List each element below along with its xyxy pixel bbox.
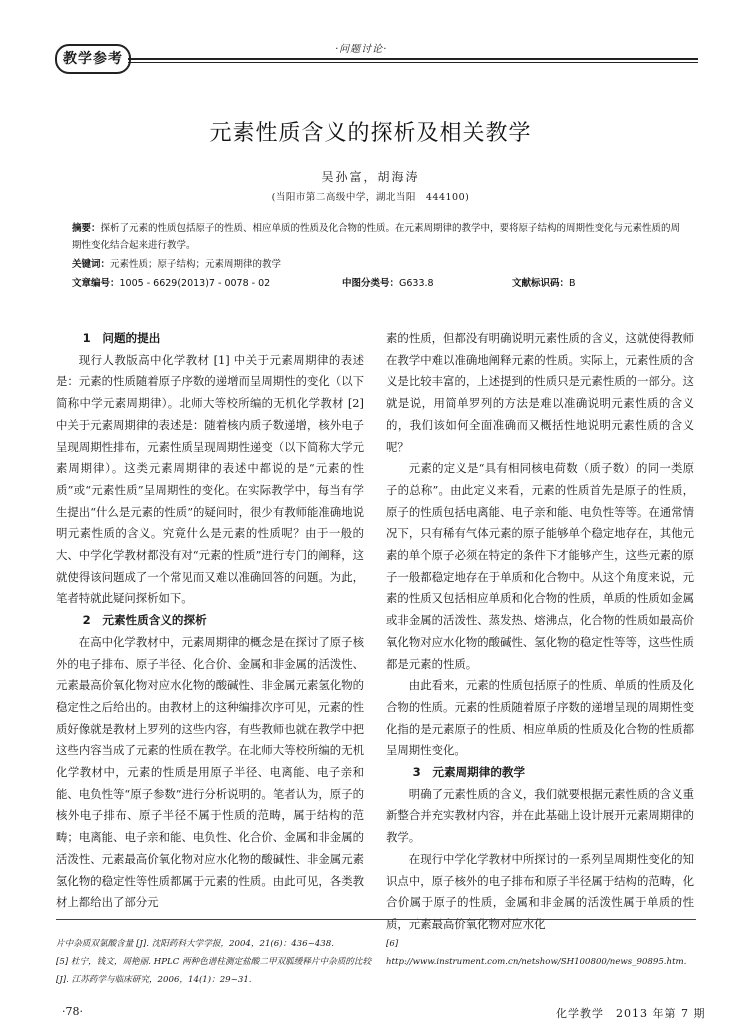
keywords xyxy=(72,256,688,273)
reference-item: [5] 杜宁，钱文，周艳丽. HPLC 两种色谱柱测定盐酸二甲双胍缓释片中杂质的比较 [J]. 江苏药学与临床研究，2006，14(1)：29~31. xyxy=(56,957,372,985)
references-rule xyxy=(56,919,696,920)
abstract-text: 探析了元素的性质包括原子的性质、相应单质的性质及化合物的性质。在元素周期律的教学中，要将原子结构的周期性变化与元素性质的周期性变化结合起来进行教学。 xyxy=(72,223,681,251)
header-rule-thin xyxy=(128,62,698,63)
reference-item: 片中杂质双氯酸含量 [J]. 沈阳药科大学学报，2004，21(6)：436~438. xyxy=(56,939,334,949)
doc-code: B xyxy=(569,278,576,289)
article-codes xyxy=(72,275,688,292)
paragraph: 在现行中学化学教材中所探讨的一系列呈周期性变化的知识点中，原子核外的电子排布和原子半径属于结构的范畴，化合价属于原子的性质，金属和非金属的活泼性属于单质的性质，元素最高价氧化物对应水化 xyxy=(386,851,694,931)
references-left xyxy=(56,935,372,989)
paragraph: 由此看来，元素的性质包括原子的性质、单质的性质及化合物的性质。元素的性质随着原子序数的递增呈现的周期性变化指的是元素原子的性质、相应单质的性质及化合物的性质都呈周期性变化。 xyxy=(386,678,694,758)
references-right xyxy=(386,935,698,971)
paragraph: 在高中化学教材中，元素周期律的概念是在探讨了原子核外的电子排布、原子半径、化合价、金属和非金属的活泼性、元素最高价氧化物对应水化物的酸碱性、非金属元素氢化物的稳定性之后给出的。由教材上的这种编排次序可见，元素的性质好像就是教材上罗列的这些内容，有些教师也就在教学中把这些内容当成了元素的性质在教学。在北师大等校所编的无机化学教材中，元素的性质是用原子半径、电离能、电子亲和能、电负性等“原子参数”进行分析说明的。笔者认为，原子的核外电子排布、原子半径不属于性质的范畴，属于结构的范畴；电离能、电子亲和能、电负性、化合价、金属和非金属的活泼性、元素最高价氧化物对应水化物的酸碱性、非金属元素氢化物的稳定性等性质都属于元素的性质。由此可见，各类教材上都给出了部分元 xyxy=(56,634,364,910)
clc-number: G633.8 xyxy=(399,278,434,289)
reference-item: [6] http://www.instrument.com.cn/netshow/SH100800/news_90895.htm. xyxy=(386,939,687,967)
paragraph: 元素的定义是“具有相同核电荷数（质子数）的同一类原子的总称”。由此定义来看，元素的性质首先是原子的性质，原子的性质包括电离能、电子亲和能、电负性等等。在通常情况下，只有稀有气体元素的原子能够单个稳定地存在，其他元素的单个原子必须在特定的条件下才能够产生，这些元素的原子一般都稳定地存在于单质和化合物中。从这个角度来说，元素的性质又包括相应单质和化合物的性质，单质的性质如金属或非金属的活泼性、蒸发热、熔沸点，化合物的性质如最高价氧化物对应水化物的酸碱性、氢化物的稳定性等等，这些性质都是元素的性质。 xyxy=(386,461,694,671)
paragraph: 素的性质，但都没有明确说明元素性质的含义，这就使得教师在教学中难以准确地阐释元素的性质。实际上，元素性质的含义是比较丰富的，上述提到的性质只是元素性质的一部分。这就是说，用简单罗列的方法是难以准确说明元素性质的含义的，我们该如何全面准确而又概括性地说明元素性质的含义呢？ xyxy=(386,331,694,454)
article-title: 元素性质含义的探析及相关教学 xyxy=(209,121,532,146)
page-number: ·78· xyxy=(62,1005,83,1018)
article-number-label: 文章编号： xyxy=(72,278,120,289)
section-heading-2: 2 元素性质含义的探析 xyxy=(82,613,207,628)
body-column-right xyxy=(386,328,694,936)
paragraph: 现行人教版高中化学教材 [1] 中关于元素周期律的表述是：元素的性质随着原子序数的递增而呈周期性的变化（以下简称中学元素周期律）。北师大等校所编的无机化学教材 [2] 中关于元素周期律的表述是：随着核内质子数递增，核外电子呈现周期性排布，元素性质呈现周期性递变（以下简称大学元素周期律）。这类元素周期律的表述中都说的是“元素的性质”或“元素性质”呈周期性的变化。在实际教学中，每当有学生提出“什么是元素的性质”的疑问时，很少有教师能准确地说明元素性质的含义。究竟什么是元素的性质呢？由于一般的大、中学化学教材都没有对“元素的性质”进行专门的阐释，这就使得该问题成了一个常见而又难以准确回答的问题。为此，笔者特就此疑问探析如下。 xyxy=(56,352,364,606)
header-rule xyxy=(128,58,698,60)
authors: 吴孙富，胡海涛 xyxy=(321,170,420,184)
clc-label: 中图分类号： xyxy=(342,278,400,289)
section-tag: 教学参考 xyxy=(55,44,131,74)
affiliation: (当阳市第二高级中学，湖北当阳 444100) xyxy=(271,192,470,203)
body-column-left xyxy=(56,328,364,914)
paragraph: 明确了元素性质的含义，我们就要根据元素性质的含义重新整合并充实教材内容，并在此基础上设计展开元素周期律的教学。 xyxy=(386,786,694,845)
keywords-text: 元素性质；原子结构；元素周期律的教学 xyxy=(110,259,282,270)
section-heading-1: 1 问题的提出 xyxy=(82,331,161,345)
abstract xyxy=(72,220,688,254)
section-heading-3: 3 元素周期律的教学 xyxy=(412,765,526,780)
column-tag: ·问题讨论· xyxy=(335,44,388,55)
keywords-label: 关键词： xyxy=(72,259,111,270)
journal-issue: 化学教学 2013 年第 7 期 xyxy=(556,1007,706,1020)
doc-code-label: 文献标识码： xyxy=(512,278,570,289)
article-number: 1005 - 6629(2013)7 - 0078 - 02 xyxy=(119,278,271,289)
abstract-label: 摘要： xyxy=(72,223,101,234)
